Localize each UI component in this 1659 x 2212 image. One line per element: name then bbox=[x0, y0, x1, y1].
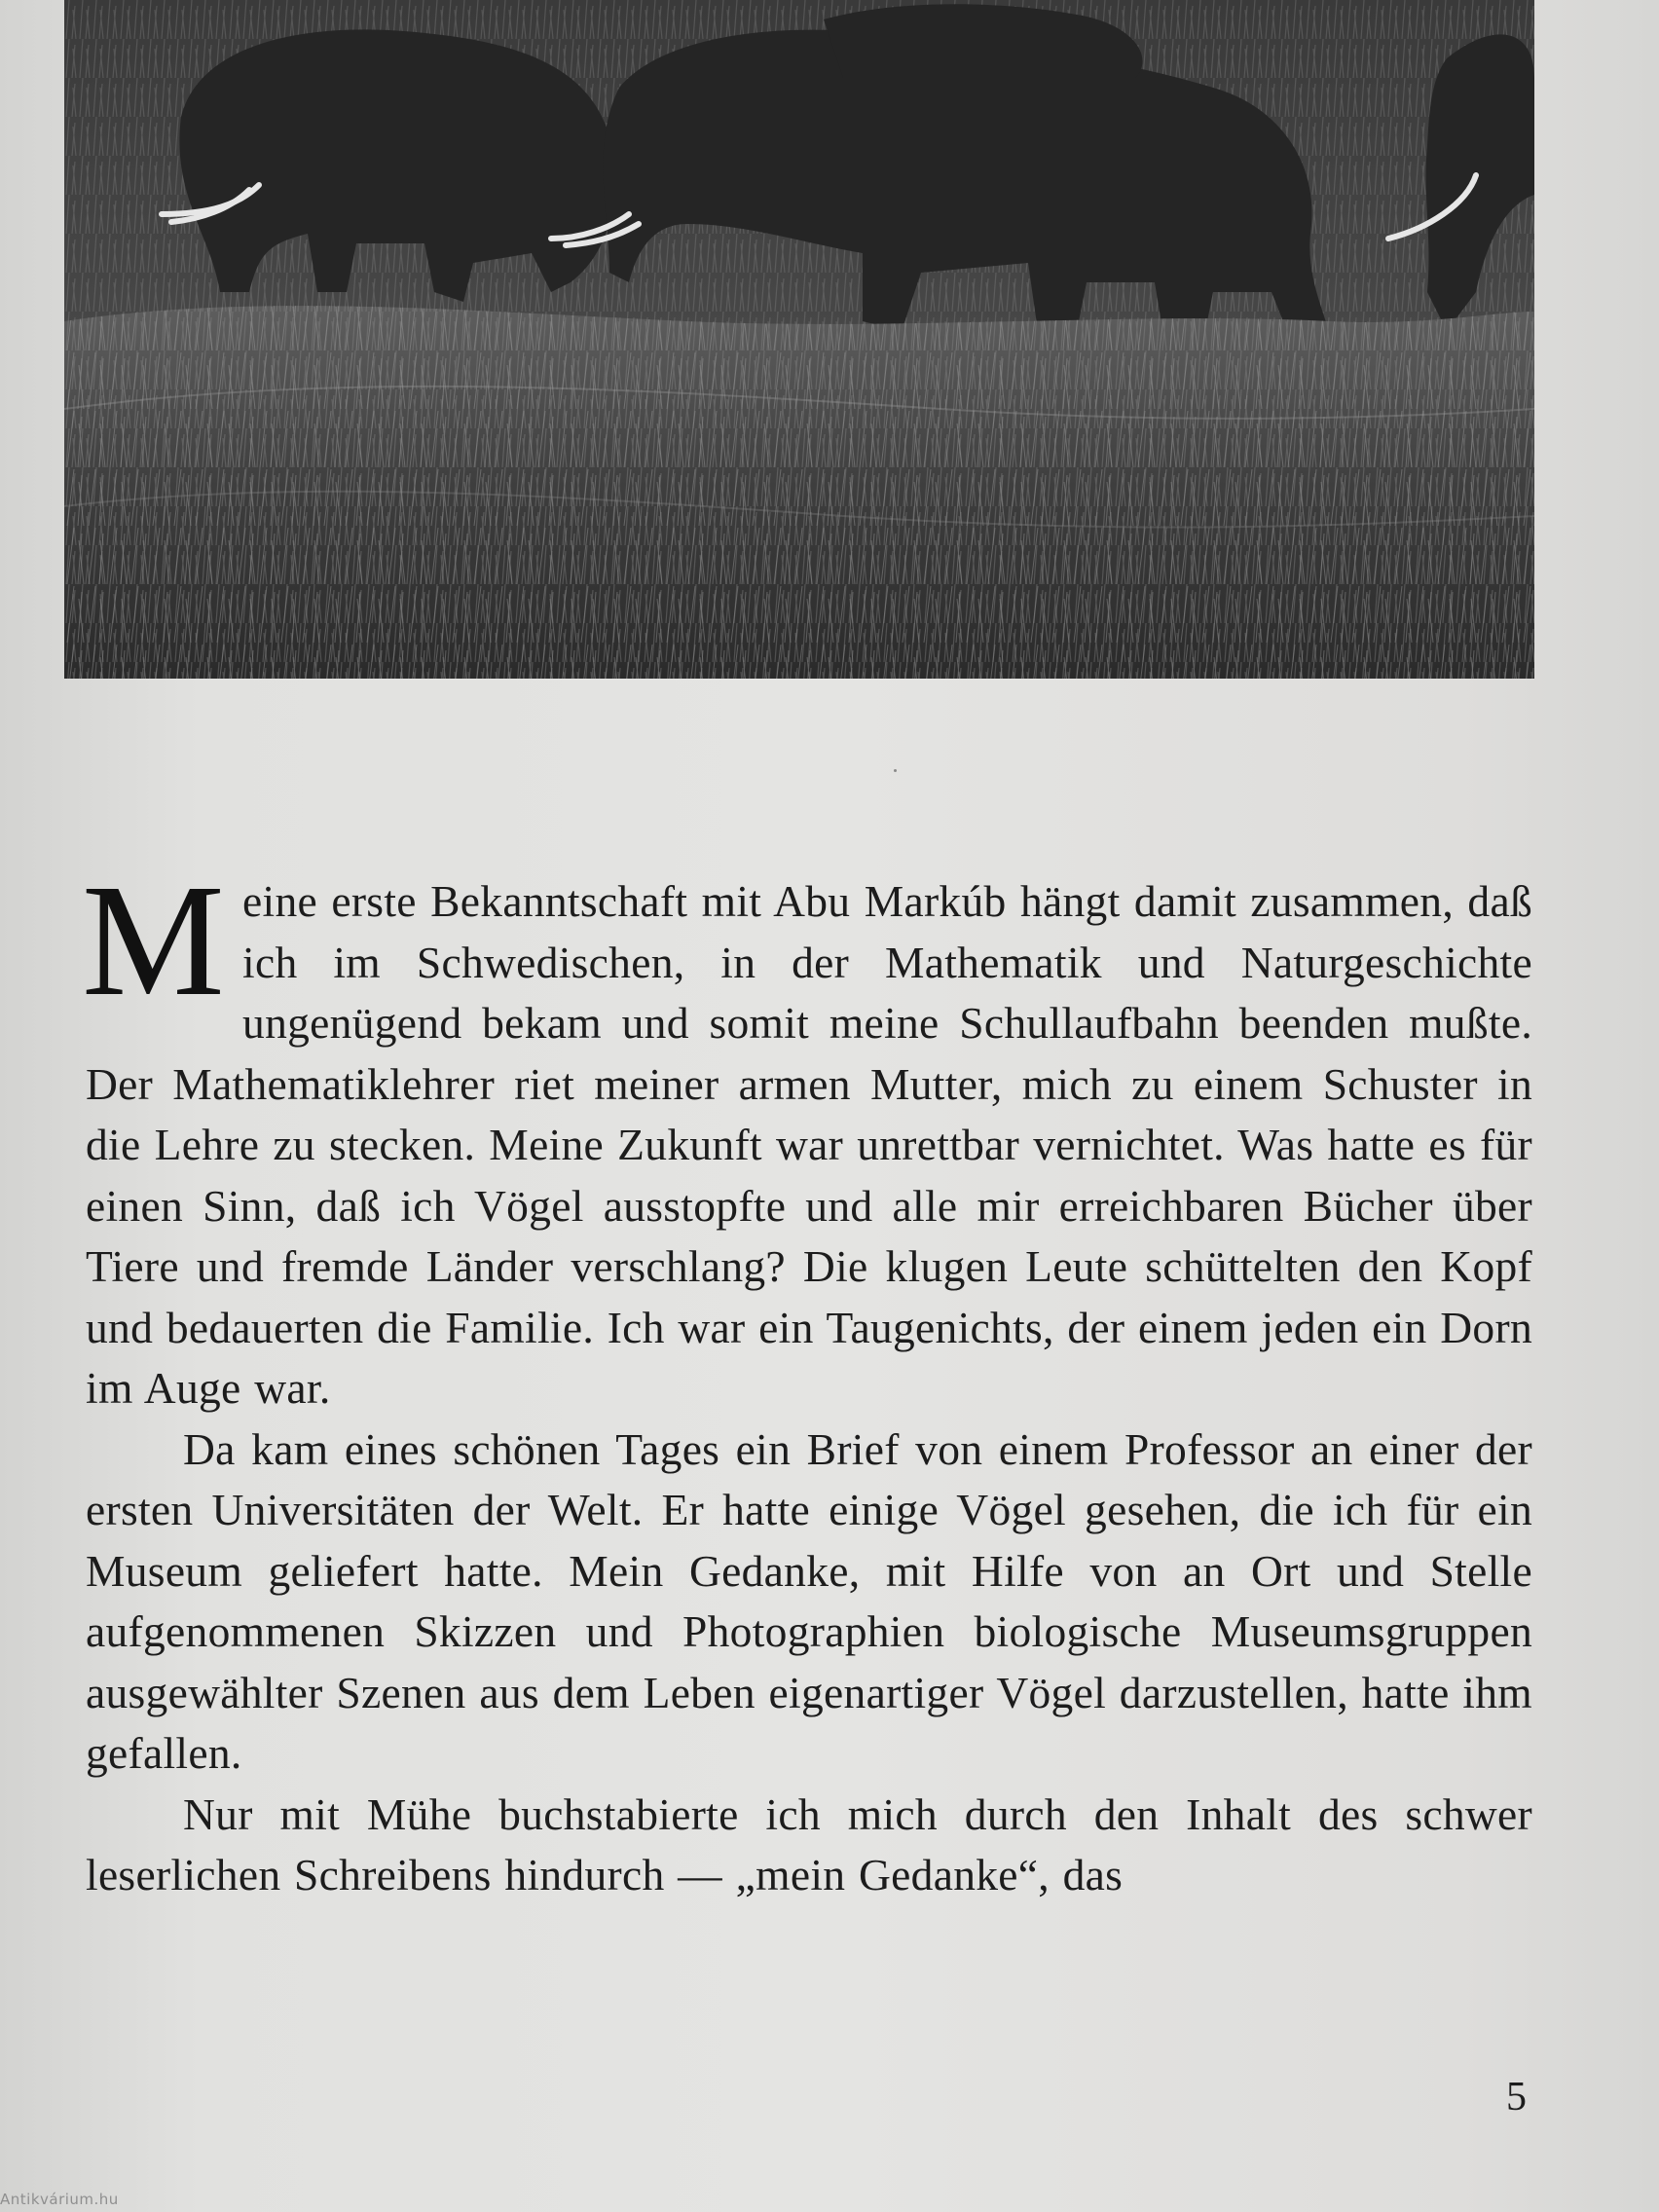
body-text bbox=[82, 851, 1532, 1906]
paragraph-3: Nur mit Mühe buchstabierte ich mich durch den Inhalt des schwer leserlichen Schreibens hindurch — „mein Gedanke“, das bbox=[86, 1788, 1532, 1899]
paper-speck bbox=[894, 769, 897, 772]
paragraph-1-text: eine erste Bekanntschaft mit Abu Markúb hängt damit zusammen, daß ich im Schwedischen, in der Mathematik und Naturgeschichte ungenügend bekam und somit meine Schullaufbahn beenden mußte. Der Mathematiklehrer riet meiner armen Mutter, mich zu einem Schuster in die Lehre zu stecken. Meine Zukunft war unrettbar vernichtet. Was hatte es für einen Sinn, daß ich Vögel ausstopfte und alle mir erreichbaren Bücher über Tiere und fremde Länder verschlang? Die klugen Leute schüttelten den Kopf und bedauerten die Familie. Ich war ein Taugenichts, der einem jeden ein Dorn im Auge war. bbox=[86, 876, 1532, 1413]
watermark: Antikvárium.hu bbox=[0, 2191, 119, 2208]
paragraph-2: Da kam eines schönen Tages ein Brief von einem Professor an einer der ersten Universitäten der Welt. Er hatte einige Vögel gesehen, die ich für ein Museum geliefert hatte. Mein Gedanke, mit Hilfe von an Ort und Stelle aufgenommenen Skizzen und Photographien biologische Museumsgruppen ausgewählter Szenen aus dem Leben eigenartiger Vögel darzustellen, hatte ihm gefallen. bbox=[86, 1423, 1532, 1778]
page-number: 5 bbox=[1506, 2075, 1527, 2120]
elephant-herd-illustration bbox=[64, 0, 1534, 679]
paragraph-1 bbox=[82, 851, 1532, 1419]
drop-cap-initial: M bbox=[82, 851, 226, 1029]
elephant-photograph bbox=[64, 0, 1534, 679]
